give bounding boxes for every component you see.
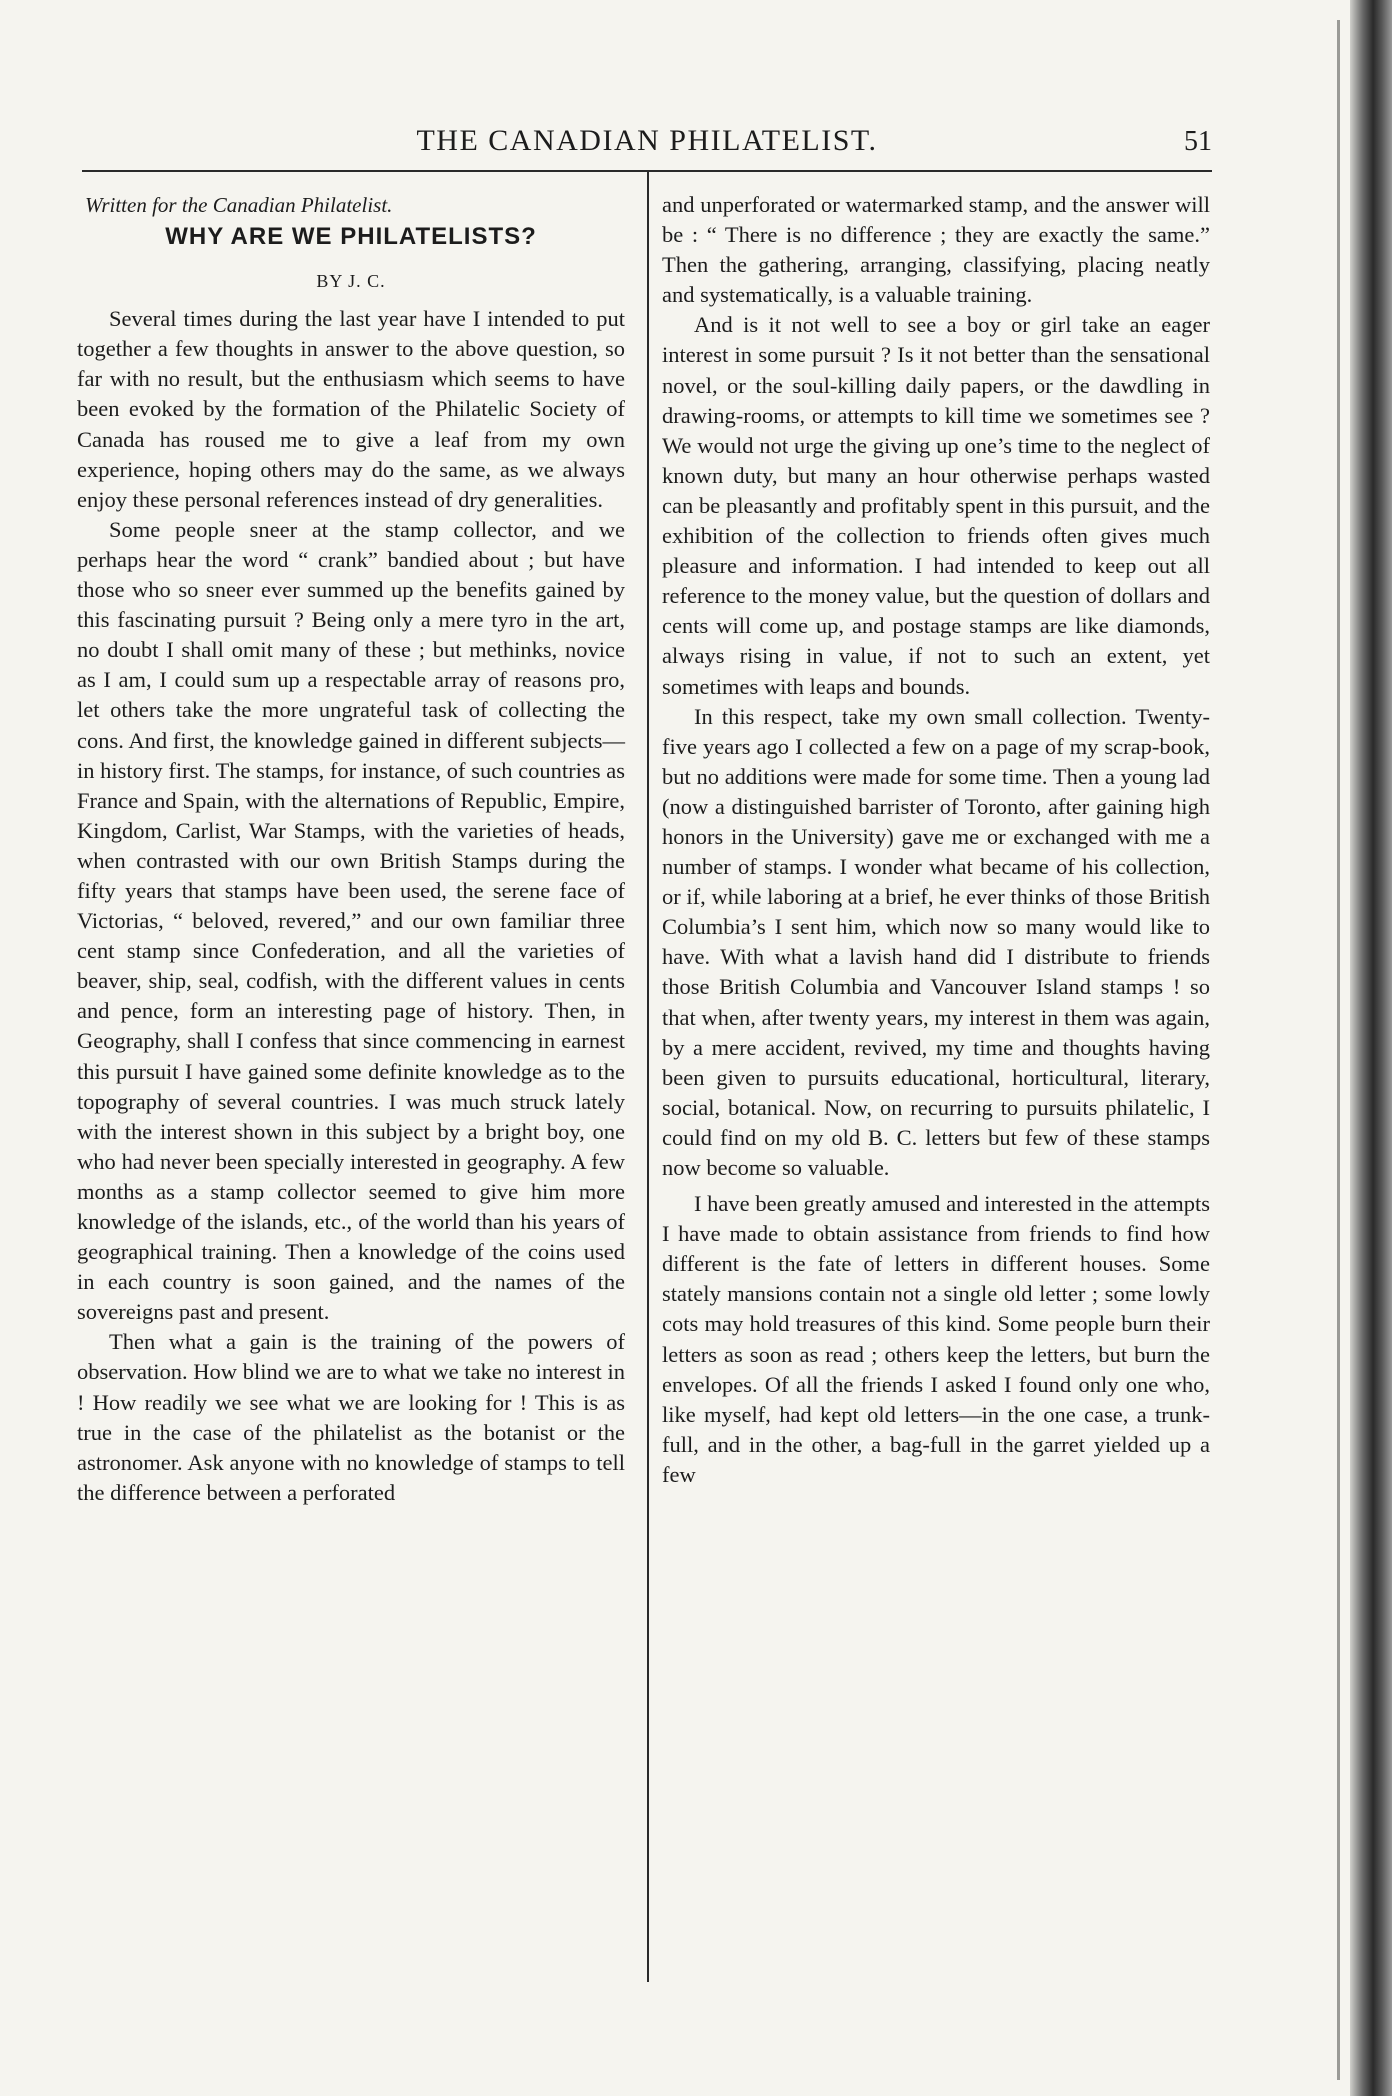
paragraph: Then what a gain is the training of the powers of observation. How blind we are to what we take no interest in ! How readily we see what we are looking for ! This is as true in the case of the philatelist as the botanist or the astronomer. Ask anyone with no knowledge of stamps to tell the difference between a perforated — [77, 1329, 625, 1505]
article-title: WHY ARE WE PHILATELISTS? — [165, 223, 537, 250]
paragraph: In this respect, take my own small collection. Twenty-five years ago I collected a few on a page of my scrap-book, but no additions were made for some time. Then a young lad (now a distinguished barrister of Toronto, after gaining high honors in the University) gave me or exchanged with me a number of stamps. I wonder what became of his collection, or if, while laboring at a brief, he ever thinks of those British Columbia’s I sent him, which now so many would like to have. With what a lavish hand did I distribute to friends those British Columbia and Vancouver Island stamps ! so that when, after twenty years, my interest in them was again, by a mere accident, revived, my time and thoughts having been given to pursuits educational, horticultural, literary, social, botanical. Now, on recurring to pursuits philatelic, I could find on my old B. C. letters but few of these stamps now become so valuable. — [662, 703, 1210, 1180]
right-column — [662, 190, 1210, 1490]
page-header — [82, 124, 1212, 168]
page-edge-shadow — [1337, 20, 1340, 2080]
paragraph: Some people sneer at the stamp collector, and we perhaps hear the word “ crank” bandied about ; but have those who so sneer ever summed up the benefits gained by this fascinating pursuit ? Being only a mere tyro in the art, no doubt I shall omit many of these ; but methinks, novice as I am, I could sum up a respectable array of reasons pro, let others take the more ungrateful task of collecting the cons. And first, the knowledge gained in different subjects—in history first. The stamps, for instance, of such countries as France and Spain, with the alternations of Republic, Empire, Kingdom, Carlist, War Stamps, with the varieties of heads, when contrasted with our own British Stamps during the fifty years that stamps have been used, the serene face of Victorias, “ beloved, revered,” and our own familiar three cent stamp since Confederation, and all the varieties of beaver, ship, seal, codfish, with the different values in cents and pence, form an interesting page of history. Then, in Geography, shall I confess that since commencing in earnest this pursuit I have gained some definite knowledge as to the topography of several countries. I was much struck lately with the interest shown in this subject by a bright boy, one who had never been specially interested in geography. A few months as a stamp collector seemed to give him more knowledge of the islands, etc., of the world than his years of geographical training. Then a knowledge of the coins used in each country is soon gained, and the names of the sovereigns past and present. — [77, 516, 625, 1325]
paragraph: And is it not well to see a boy or girl take an eager interest in some pursuit ? Is it not better than the sensational novel, or the soul-killing daily papers, or the dawdling in drawing-rooms, or attempts to kill time we sometimes see ? We would not urge the giving up one’s time to the neglect of known duty, but many an hour otherwise perhaps wasted can be pleasantly and profitably spent in this pursuit, and the exhibition of the collection to friends often gives much pleasure and information. I had intended to keep out all reference to the money value, but the question of dollars and cents will come up, and postage stamps are like diamonds, always rising in value, if not to such an extent, yet sometimes with leaps and bounds. — [662, 312, 1210, 699]
running-title: THE CANADIAN PHILATELIST. — [416, 124, 878, 157]
paragraph: I have been greatly amused and interested in the attempts I have made to obtain assistance from friends to find how different is the fate of letters in different houses. Some stately mansions contain not a single old letter ; some lowly cots may hold treasures of this kind. Some people burn their letters as soon as read ; others keep the letters, but burn the envelopes. Of all the friends I asked I found only one who, like myself, had kept old letters—in the one case, a trunk-full, and in the other, a bag-full in the garret yielded up a few — [662, 1191, 1210, 1487]
paragraph: Several times during the last year have I intended to put together a few thoughts in answer to the above question, so far with no result, but the enthusiasm which seems to have been evoked by the formation of the Philatelic Society of Canada has roused me to give a leaf from my own experience, hoping others may do the same, as we always enjoy these personal references instead of dry generalities. — [77, 306, 625, 512]
page-number: 51 — [1184, 126, 1212, 157]
article-credit: Written for the Canadian Philatelist. — [85, 193, 393, 217]
book-page-edge — [1350, 0, 1392, 2096]
article-byline: BY J. C. — [316, 271, 386, 292]
column-divider — [647, 172, 649, 1982]
left-column — [77, 190, 625, 1508]
paragraph: and unperforated or watermarked stamp, and the answer will be : “ There is no difference ; they are exactly the same.” Then the gathering, arranging, classifying, placing neatly and systematically, is a valuable training. — [662, 192, 1210, 308]
